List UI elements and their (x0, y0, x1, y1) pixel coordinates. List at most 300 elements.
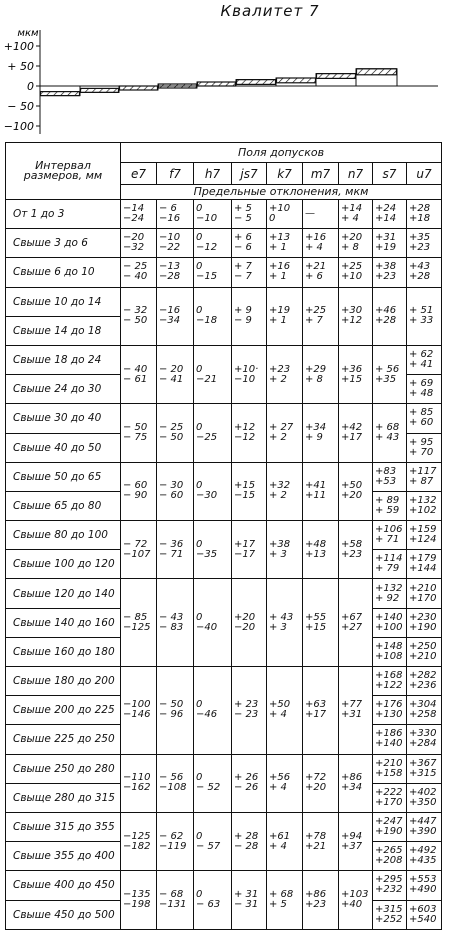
lower-deviation: +15 (305, 621, 327, 633)
upper-deviation: − 25 (123, 261, 148, 273)
deviation-cell-e7 (121, 404, 157, 462)
deviation-cell-k7 (267, 404, 303, 462)
upper-deviation: + 5 (234, 203, 252, 215)
size-interval-label: От 1 до 3 (6, 200, 121, 229)
upper-deviation: +315 (375, 903, 403, 915)
lower-deviation: +23 (305, 899, 327, 910)
table-row (6, 404, 442, 433)
lower-deviation: −15 (234, 490, 256, 502)
upper-deviation: +176 (375, 699, 403, 711)
deviation-cell-js7 (232, 521, 267, 579)
deviation-cell-u7 (407, 900, 442, 929)
size-interval-label: Свыше 40 до 50 (6, 433, 121, 462)
lower-deviation: + 1 (269, 315, 287, 327)
upper-deviation: — (305, 208, 315, 220)
deviation-cell-u7 (407, 608, 442, 637)
lower-deviation: + 70 (409, 446, 434, 458)
lower-deviation: −17 (234, 548, 256, 560)
upper-deviation: +20 (341, 232, 363, 244)
deviation-cell-n7 (339, 667, 373, 755)
column-header-k7: k7 (267, 163, 303, 185)
deviation-cell-s7 (373, 842, 407, 871)
header-limit-deviations: Предельные отклонения, мкм (121, 185, 442, 200)
upper-deviation: +35 (409, 232, 431, 244)
lower-deviation: +350 (409, 796, 437, 808)
deviation-cell-f7 (157, 287, 194, 345)
lower-deviation: +37 (341, 840, 363, 852)
deviation-cell-n7 (339, 754, 373, 812)
deviation-cell-h7 (194, 812, 232, 870)
lower-deviation: − 52 (196, 782, 221, 794)
lower-deviation: +170 (409, 592, 437, 604)
lower-deviation: −12 (196, 242, 218, 254)
upper-deviation: +77 (341, 699, 363, 711)
lower-deviation: +190 (409, 621, 437, 633)
lower-deviation: + 48 (409, 388, 434, 400)
lower-deviation: − 96 (159, 709, 184, 721)
upper-deviation: − 30 (159, 480, 184, 492)
header-tolerance-fields: Поля допусков (121, 143, 442, 163)
deviation-cell-js7 (232, 404, 267, 462)
upper-deviation: 0 (196, 305, 203, 317)
upper-deviation: +86 (305, 889, 327, 900)
deviation-cell-u7 (407, 287, 442, 345)
deviation-cell-s7 (373, 229, 407, 258)
upper-deviation: +132 (375, 582, 403, 594)
lower-deviation: + 3 (269, 548, 287, 560)
deviation-cell-f7 (157, 200, 194, 229)
deviation-cell-k7 (267, 812, 303, 870)
deviation-cell-u7 (407, 696, 442, 725)
deviation-cell-u7 (407, 200, 442, 229)
lower-deviation: + 2 (269, 373, 287, 385)
lower-deviation: +28 (409, 271, 431, 283)
deviation-cell-e7 (121, 667, 157, 755)
upper-deviation: +15 (234, 480, 256, 492)
lower-deviation: + 1 (269, 242, 287, 254)
deviation-cell-s7 (373, 491, 407, 520)
upper-deviation: 0 (196, 261, 203, 273)
upper-deviation: +50 (341, 480, 363, 492)
lower-deviation: +14 (375, 213, 397, 225)
size-interval-label: Свыше 450 до 500 (6, 900, 121, 929)
upper-deviation: +117 (409, 465, 437, 477)
upper-deviation: +78 (305, 830, 327, 842)
table-row (6, 258, 442, 287)
upper-deviation: − 68 (159, 889, 184, 900)
upper-deviation: +28 (409, 203, 431, 215)
deviation-cell-m7 (303, 462, 339, 520)
upper-deviation: −14 (123, 203, 145, 215)
table-row (6, 521, 442, 550)
size-interval-label: Свыше 140 до 160 (6, 608, 121, 637)
upper-deviation: +106 (375, 524, 403, 536)
lower-deviation: − 57 (196, 840, 221, 852)
upper-deviation: 0 (196, 232, 203, 244)
axis-tick-label: − 50 (7, 100, 34, 113)
lower-deviation: +11 (305, 490, 327, 502)
upper-deviation: +603 (409, 903, 437, 915)
size-interval-label: Свыше 14 до 18 (6, 316, 121, 345)
axis-unit-label: мкм (17, 28, 39, 39)
deviation-cell-n7 (339, 258, 373, 287)
upper-deviation: + 26 (234, 772, 259, 784)
lower-deviation: −12 (234, 432, 256, 443)
upper-deviation: +295 (375, 874, 403, 886)
upper-deviation: +230 (409, 611, 437, 623)
column-header-u7: u7 (407, 163, 442, 185)
lower-deviation: +18 (409, 213, 431, 225)
lower-deviation: + 4 (269, 840, 287, 852)
size-interval-label: Свыше 225 до 250 (6, 725, 121, 754)
lower-deviation: − 61 (123, 373, 148, 385)
lower-deviation: +390 (409, 826, 437, 838)
size-interval-label: Свыше 160 до 180 (6, 637, 121, 666)
table-row (6, 229, 442, 258)
lower-deviation: + 4 (269, 782, 287, 794)
lower-deviation: + 59 (375, 504, 400, 516)
lower-deviation: − 60 (159, 490, 184, 502)
deviation-cell-k7 (267, 345, 303, 403)
upper-deviation: 0 (196, 538, 203, 550)
deviation-cell-h7 (194, 345, 232, 403)
size-interval-label: Свыше 355 до 400 (6, 842, 121, 871)
upper-deviation: +63 (305, 699, 327, 711)
deviation-cell-h7 (194, 258, 232, 287)
deviation-cell-n7 (339, 404, 373, 462)
deviation-cell-f7 (157, 812, 194, 870)
upper-deviation: +282 (409, 670, 437, 682)
lower-deviation: − 90 (123, 490, 148, 502)
upper-deviation: −135 (123, 889, 151, 900)
lower-deviation: +17 (305, 709, 327, 721)
lower-deviation: −28 (159, 271, 181, 283)
deviation-cell-n7 (339, 812, 373, 870)
lower-deviation: + 79 (375, 563, 400, 575)
upper-deviation: +250 (409, 640, 437, 652)
upper-deviation: +61 (269, 830, 291, 842)
lower-deviation: −146 (123, 709, 151, 721)
deviation-cell-js7 (232, 229, 267, 258)
upper-deviation: +46 (375, 305, 397, 317)
deviation-cell-f7 (157, 521, 194, 579)
tolerance-zone-k7 (198, 82, 236, 86)
lower-deviation: −10 (196, 213, 218, 225)
lower-deviation: +144 (409, 563, 437, 575)
deviation-cell-u7 (407, 637, 442, 666)
deviation-cell-u7 (407, 375, 442, 404)
deviation-cell-js7 (232, 258, 267, 287)
deviation-cell-m7 (303, 812, 339, 870)
lower-deviation: + 92 (375, 592, 400, 604)
size-interval-label: Свыше 100 до 120 (6, 550, 121, 579)
upper-deviation: +67 (341, 611, 363, 623)
deviation-cell-js7 (232, 667, 267, 755)
deviation-cell-s7 (373, 696, 407, 725)
deviation-cell-h7 (194, 462, 232, 520)
lower-deviation: + 4 (341, 213, 359, 225)
lower-deviation: +490 (409, 884, 437, 896)
deviation-cell-k7 (267, 258, 303, 287)
upper-deviation: + 69 (409, 378, 434, 390)
deviation-cell-h7 (194, 579, 232, 667)
upper-deviation: +304 (409, 699, 437, 711)
size-interval-label: Свыше 3 до 6 (6, 229, 121, 258)
size-interval-label: Свыше 180 до 200 (6, 667, 121, 696)
lower-deviation: − 31 (234, 899, 259, 910)
lower-deviation: +252 (375, 913, 403, 925)
upper-deviation: 0 (196, 830, 203, 842)
upper-deviation: +72 (305, 772, 327, 784)
upper-deviation: − 43 (159, 611, 184, 623)
size-interval-label: Свыше 120 до 140 (6, 579, 121, 608)
lower-deviation: −162 (123, 782, 151, 794)
upper-deviation: +16 (305, 232, 327, 244)
deviation-cell-u7 (407, 812, 442, 841)
deviation-cell-e7 (121, 258, 157, 287)
lower-deviation: − 75 (123, 432, 148, 443)
deviation-cell-k7 (267, 754, 303, 812)
table-row (6, 200, 442, 229)
lower-deviation: +23 (409, 242, 431, 254)
upper-deviation: − 85 (123, 611, 148, 623)
lower-deviation: +540 (409, 913, 437, 925)
deviation-cell-k7 (267, 871, 303, 929)
deviation-cell-s7 (373, 754, 407, 783)
lower-deviation: +19 (375, 242, 397, 254)
deviation-cell-m7 (303, 521, 339, 579)
deviation-cell-n7 (339, 462, 373, 520)
upper-deviation: − 72 (123, 538, 148, 550)
lower-deviation: − 28 (234, 840, 259, 852)
deviation-cell-h7 (194, 404, 232, 462)
upper-deviation: − 50 (159, 699, 184, 711)
lower-deviation: −34 (159, 315, 181, 327)
deviation-cell-h7 (194, 200, 232, 229)
deviation-cell-k7 (267, 229, 303, 258)
lower-deviation: + 8 (341, 242, 359, 254)
upper-deviation: 0 (196, 699, 203, 711)
deviation-cell-s7 (373, 550, 407, 579)
upper-deviation: +103 (341, 889, 369, 900)
deviation-cell-f7 (157, 754, 194, 812)
column-header-f7: f7 (157, 163, 194, 185)
upper-deviation: +24 (375, 203, 397, 215)
deviation-cell-k7 (267, 200, 303, 229)
size-interval-label: Свыше 80 до 100 (6, 521, 121, 550)
deviation-cell-h7 (194, 521, 232, 579)
lower-deviation: +258 (409, 709, 437, 721)
deviation-cell-h7 (194, 229, 232, 258)
deviation-cell-u7 (407, 229, 442, 258)
upper-deviation: +16 (269, 261, 291, 273)
deviation-cell-u7 (407, 258, 442, 287)
lower-deviation: +130 (375, 709, 403, 721)
tolerance-field-diagram (0, 0, 451, 142)
deviation-cell-js7 (232, 462, 267, 520)
deviation-cell-u7 (407, 404, 442, 433)
lower-deviation: − 50 (159, 432, 184, 443)
table-row (6, 579, 442, 608)
lower-deviation: −125 (123, 621, 151, 633)
lower-deviation: −119 (159, 840, 187, 852)
upper-deviation: +32 (269, 480, 291, 492)
upper-deviation: +12 (234, 422, 256, 433)
upper-deviation: − 32 (123, 305, 148, 317)
deviation-cell-js7 (232, 200, 267, 229)
table-row (6, 287, 442, 316)
lower-deviation: −20 (234, 621, 256, 633)
lower-deviation: −25 (196, 432, 218, 443)
upper-deviation: 0 (196, 611, 203, 623)
deviation-cell-f7 (157, 462, 194, 520)
upper-deviation: +265 (375, 845, 403, 857)
deviation-cell-e7 (121, 345, 157, 403)
deviation-cell-s7 (373, 462, 407, 491)
lower-deviation: −107 (123, 548, 151, 560)
deviation-cell-h7 (194, 667, 232, 755)
deviation-cell-n7 (339, 521, 373, 579)
tolerance-zone-n7 (277, 78, 316, 83)
lower-deviation: +284 (409, 738, 437, 750)
upper-deviation: + 62 (409, 349, 434, 361)
lower-deviation: + 1 (269, 271, 287, 283)
deviation-cell-u7 (407, 842, 442, 871)
upper-deviation: +114 (375, 553, 403, 565)
upper-deviation: + 6 (234, 232, 252, 244)
lower-deviation: +122 (375, 680, 403, 692)
deviation-cell-s7 (373, 812, 407, 841)
tolerance-zone-u7 (357, 69, 397, 75)
upper-deviation: + 31 (234, 889, 259, 900)
lower-deviation: − 9 (234, 315, 252, 327)
upper-deviation: 0 (196, 889, 203, 900)
lower-deviation: −131 (159, 899, 187, 910)
upper-deviation: +447 (409, 816, 437, 828)
upper-deviation: +553 (409, 874, 437, 886)
deviations-table (5, 142, 442, 930)
axis-tick-label: 0 (27, 80, 34, 93)
lower-deviation: −46 (196, 709, 218, 721)
header-size-interval: Интервал размеров, мм (6, 143, 121, 200)
lower-deviation: −35 (196, 548, 218, 560)
lower-deviation: + 33 (409, 315, 434, 327)
tolerance-zone-f7 (81, 88, 119, 92)
deviation-cell-n7 (339, 287, 373, 345)
lower-deviation: −21 (196, 373, 218, 385)
size-interval-label: Свыше 200 до 225 (6, 696, 121, 725)
deviation-cell-k7 (267, 667, 303, 755)
tolerance-zone-m7 (237, 80, 276, 85)
upper-deviation: +402 (409, 786, 437, 798)
lower-deviation: +190 (375, 826, 403, 838)
deviation-cell-u7 (407, 462, 442, 491)
lower-deviation: − 5 (234, 213, 252, 225)
upper-deviation: +43 (409, 261, 431, 273)
deviation-cell-m7 (303, 754, 339, 812)
lower-deviation: + 4 (305, 242, 323, 254)
upper-deviation: + 85 (409, 407, 434, 419)
upper-deviation: +41 (305, 480, 327, 492)
lower-deviation: + 60 (409, 417, 434, 429)
upper-deviation: + 68 (375, 422, 400, 433)
upper-deviation: +25 (341, 261, 363, 273)
lower-deviation: + 5 (269, 899, 287, 910)
upper-deviation: +38 (269, 538, 291, 550)
deviation-cell-m7 (303, 229, 339, 258)
upper-deviation: +17 (234, 538, 256, 550)
lower-deviation: + 41 (409, 359, 434, 371)
table-row (6, 667, 442, 696)
deviation-cell-m7 (303, 871, 339, 929)
upper-deviation: +19 (269, 305, 291, 317)
lower-deviation: − 6 (234, 242, 252, 254)
deviation-cell-js7 (232, 812, 267, 870)
upper-deviation: +20 (234, 611, 256, 623)
deviation-cell-k7 (267, 287, 303, 345)
lower-deviation: +140 (375, 738, 403, 750)
upper-deviation: +30 (341, 305, 363, 317)
deviation-cell-e7 (121, 754, 157, 812)
axis-tick-label: + 50 (7, 60, 34, 73)
upper-deviation: − 56 (159, 772, 184, 784)
deviation-cell-f7 (157, 258, 194, 287)
upper-deviation: +210 (409, 582, 437, 594)
deviation-cell-k7 (267, 579, 303, 667)
upper-deviation: +13 (269, 232, 291, 244)
lower-deviation: + 71 (375, 534, 400, 546)
lower-deviation: +23 (375, 271, 397, 283)
upper-deviation: 0 (196, 422, 203, 433)
deviation-cell-u7 (407, 345, 442, 374)
upper-deviation: −13 (159, 261, 181, 273)
lower-deviation: + 7 (305, 315, 323, 327)
upper-deviation: +42 (341, 422, 363, 433)
upper-deviation: +186 (375, 728, 403, 740)
deviation-cell-s7 (373, 521, 407, 550)
lower-deviation: −15 (196, 271, 218, 283)
deviation-cell-e7 (121, 287, 157, 345)
lower-deviation: −32 (123, 242, 145, 254)
lower-deviation: +53 (375, 475, 397, 487)
lower-deviation: − 50 (123, 315, 148, 327)
upper-deviation: − 20 (159, 363, 184, 375)
table-row (6, 871, 442, 900)
deviation-cell-m7 (303, 287, 339, 345)
column-header-m7: m7 (303, 163, 339, 185)
table-row (6, 812, 442, 841)
deviation-cell-js7 (232, 871, 267, 929)
size-interval-label: Свыще 280 до 315 (6, 783, 121, 812)
upper-deviation: +23 (269, 363, 291, 375)
deviation-cell-s7 (373, 871, 407, 900)
deviation-cell-s7 (373, 608, 407, 637)
lower-deviation: − 40 (123, 271, 148, 283)
lower-deviation: + 3 (269, 621, 287, 633)
upper-deviation: +48 (305, 538, 327, 550)
deviation-cell-k7 (267, 462, 303, 520)
upper-deviation: + 23 (234, 699, 259, 711)
deviation-cell-s7 (373, 200, 407, 229)
lower-deviation: +315 (409, 767, 437, 779)
upper-deviation: − 25 (159, 422, 184, 433)
upper-deviation: − 36 (159, 538, 184, 550)
deviation-cell-f7 (157, 404, 194, 462)
deviation-cell-k7 (267, 521, 303, 579)
deviation-cell-s7 (373, 579, 407, 608)
lower-deviation: − 7 (234, 271, 252, 283)
page-title: Квалитет 7 (220, 2, 320, 20)
